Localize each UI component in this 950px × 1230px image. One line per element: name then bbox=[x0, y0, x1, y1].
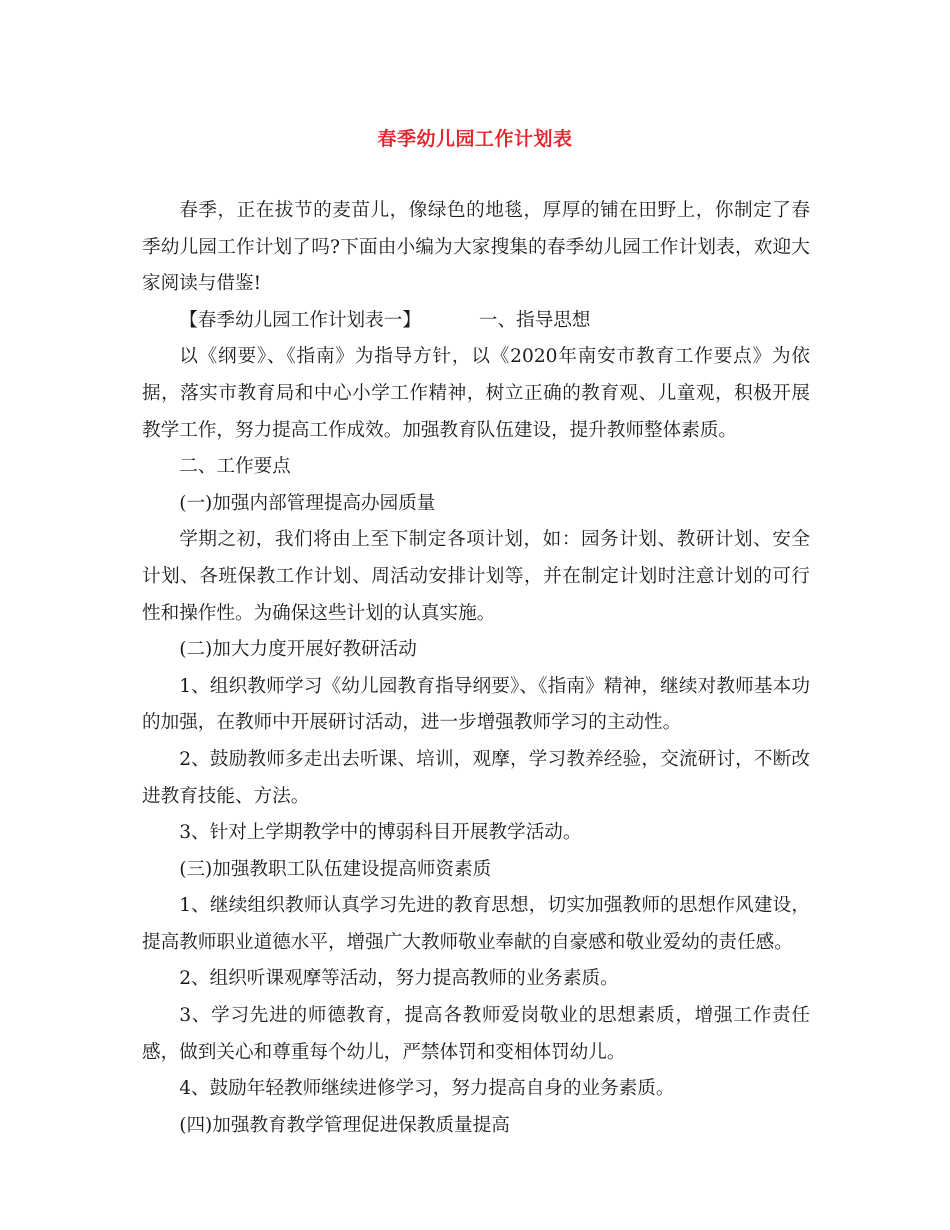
list-item: 1、组织教师学习《幼儿园教育指导纲要》、《指南》精神，继续对教师基本功的加强，在教师中开展研讨活动，进一步增强教师学习的主动性。 bbox=[142, 675, 810, 734]
list-item: 3、学习先进的师德教育，提高各教师爱岗敬业的思想素质，增强工作责任感，做到关心和尊重每个幼儿，严禁体罚和变相体罚幼儿。 bbox=[142, 1005, 810, 1063]
list-item: 2、组织听课观摩等活动，努力提高教师的业务素质。 bbox=[179, 968, 619, 990]
list-item: 4、鼓励年轻教师继续进修学习，努力提高自身的业务素质。 bbox=[179, 1078, 675, 1100]
heading-work-points: 二、工作要点 bbox=[179, 456, 291, 478]
intro-paragraph: 春季，正在拔节的麦苗儿，像绿色的地毯，厚厚的铺在田野上，你制定了春季幼儿园工作计划了吗?下面由小编为大家搜集的春季幼儿园工作计划表，欢迎大家阅读与借鉴! bbox=[142, 200, 810, 295]
subheading-internal-management: (一)加强内部管理提高办园质量 bbox=[179, 492, 436, 514]
paragraph-internal-management: 学期之初，我们将由上至下制定各项计划，如：园务计划、教研计划、安全计划、各班保教工作计划、周活动安排计划等，并在制定计划时注意计划的可行性和操作性。为确保这些计划的认真实施。 bbox=[142, 529, 810, 624]
section-tag: 【春季幼儿园工作计划表一】 bbox=[179, 309, 421, 331]
document-title: 春季幼儿园工作计划表 bbox=[377, 128, 573, 150]
list-item: 2、鼓励教师多走出去听课、培训，观摩，学习教养经验，交流研讨，不断改进教育技能、方法。 bbox=[142, 748, 810, 807]
section-heading-line bbox=[142, 303, 810, 340]
list-item: 3、针对上学期教学中的博弱科目开展教学活动。 bbox=[179, 822, 582, 844]
paragraph-guiding-ideology: 以《纲要》、《指南》为指导方针，以《2020年南安市教育工作要点》为依据，落实市教育局和中心小学工作精神，树立正确的教育观、儿童观，积极开展教学工作，努力提高工作成效。加强教育队伍建设，提升教师整体素质。 bbox=[142, 346, 810, 441]
subheading-teaching-management: (四)加强教育教学管理促进保教质量提高 bbox=[179, 1114, 510, 1136]
subheading-staff-building: (三)加强教职工队伍建设提高师资素质 bbox=[179, 858, 492, 880]
document-body bbox=[142, 193, 810, 1144]
subheading-teaching-research: (二)加大力度开展好教研活动 bbox=[179, 639, 417, 661]
list-item: 1、继续组织教师认真学习先进的教育思想，切实加强教师的思想作风建设，提高教师职业道德水平，增强广大教师敬业奉献的自豪感和敬业爱幼的责任感。 bbox=[142, 895, 810, 953]
heading-guiding-ideology: 一、指导思想 bbox=[478, 309, 591, 331]
